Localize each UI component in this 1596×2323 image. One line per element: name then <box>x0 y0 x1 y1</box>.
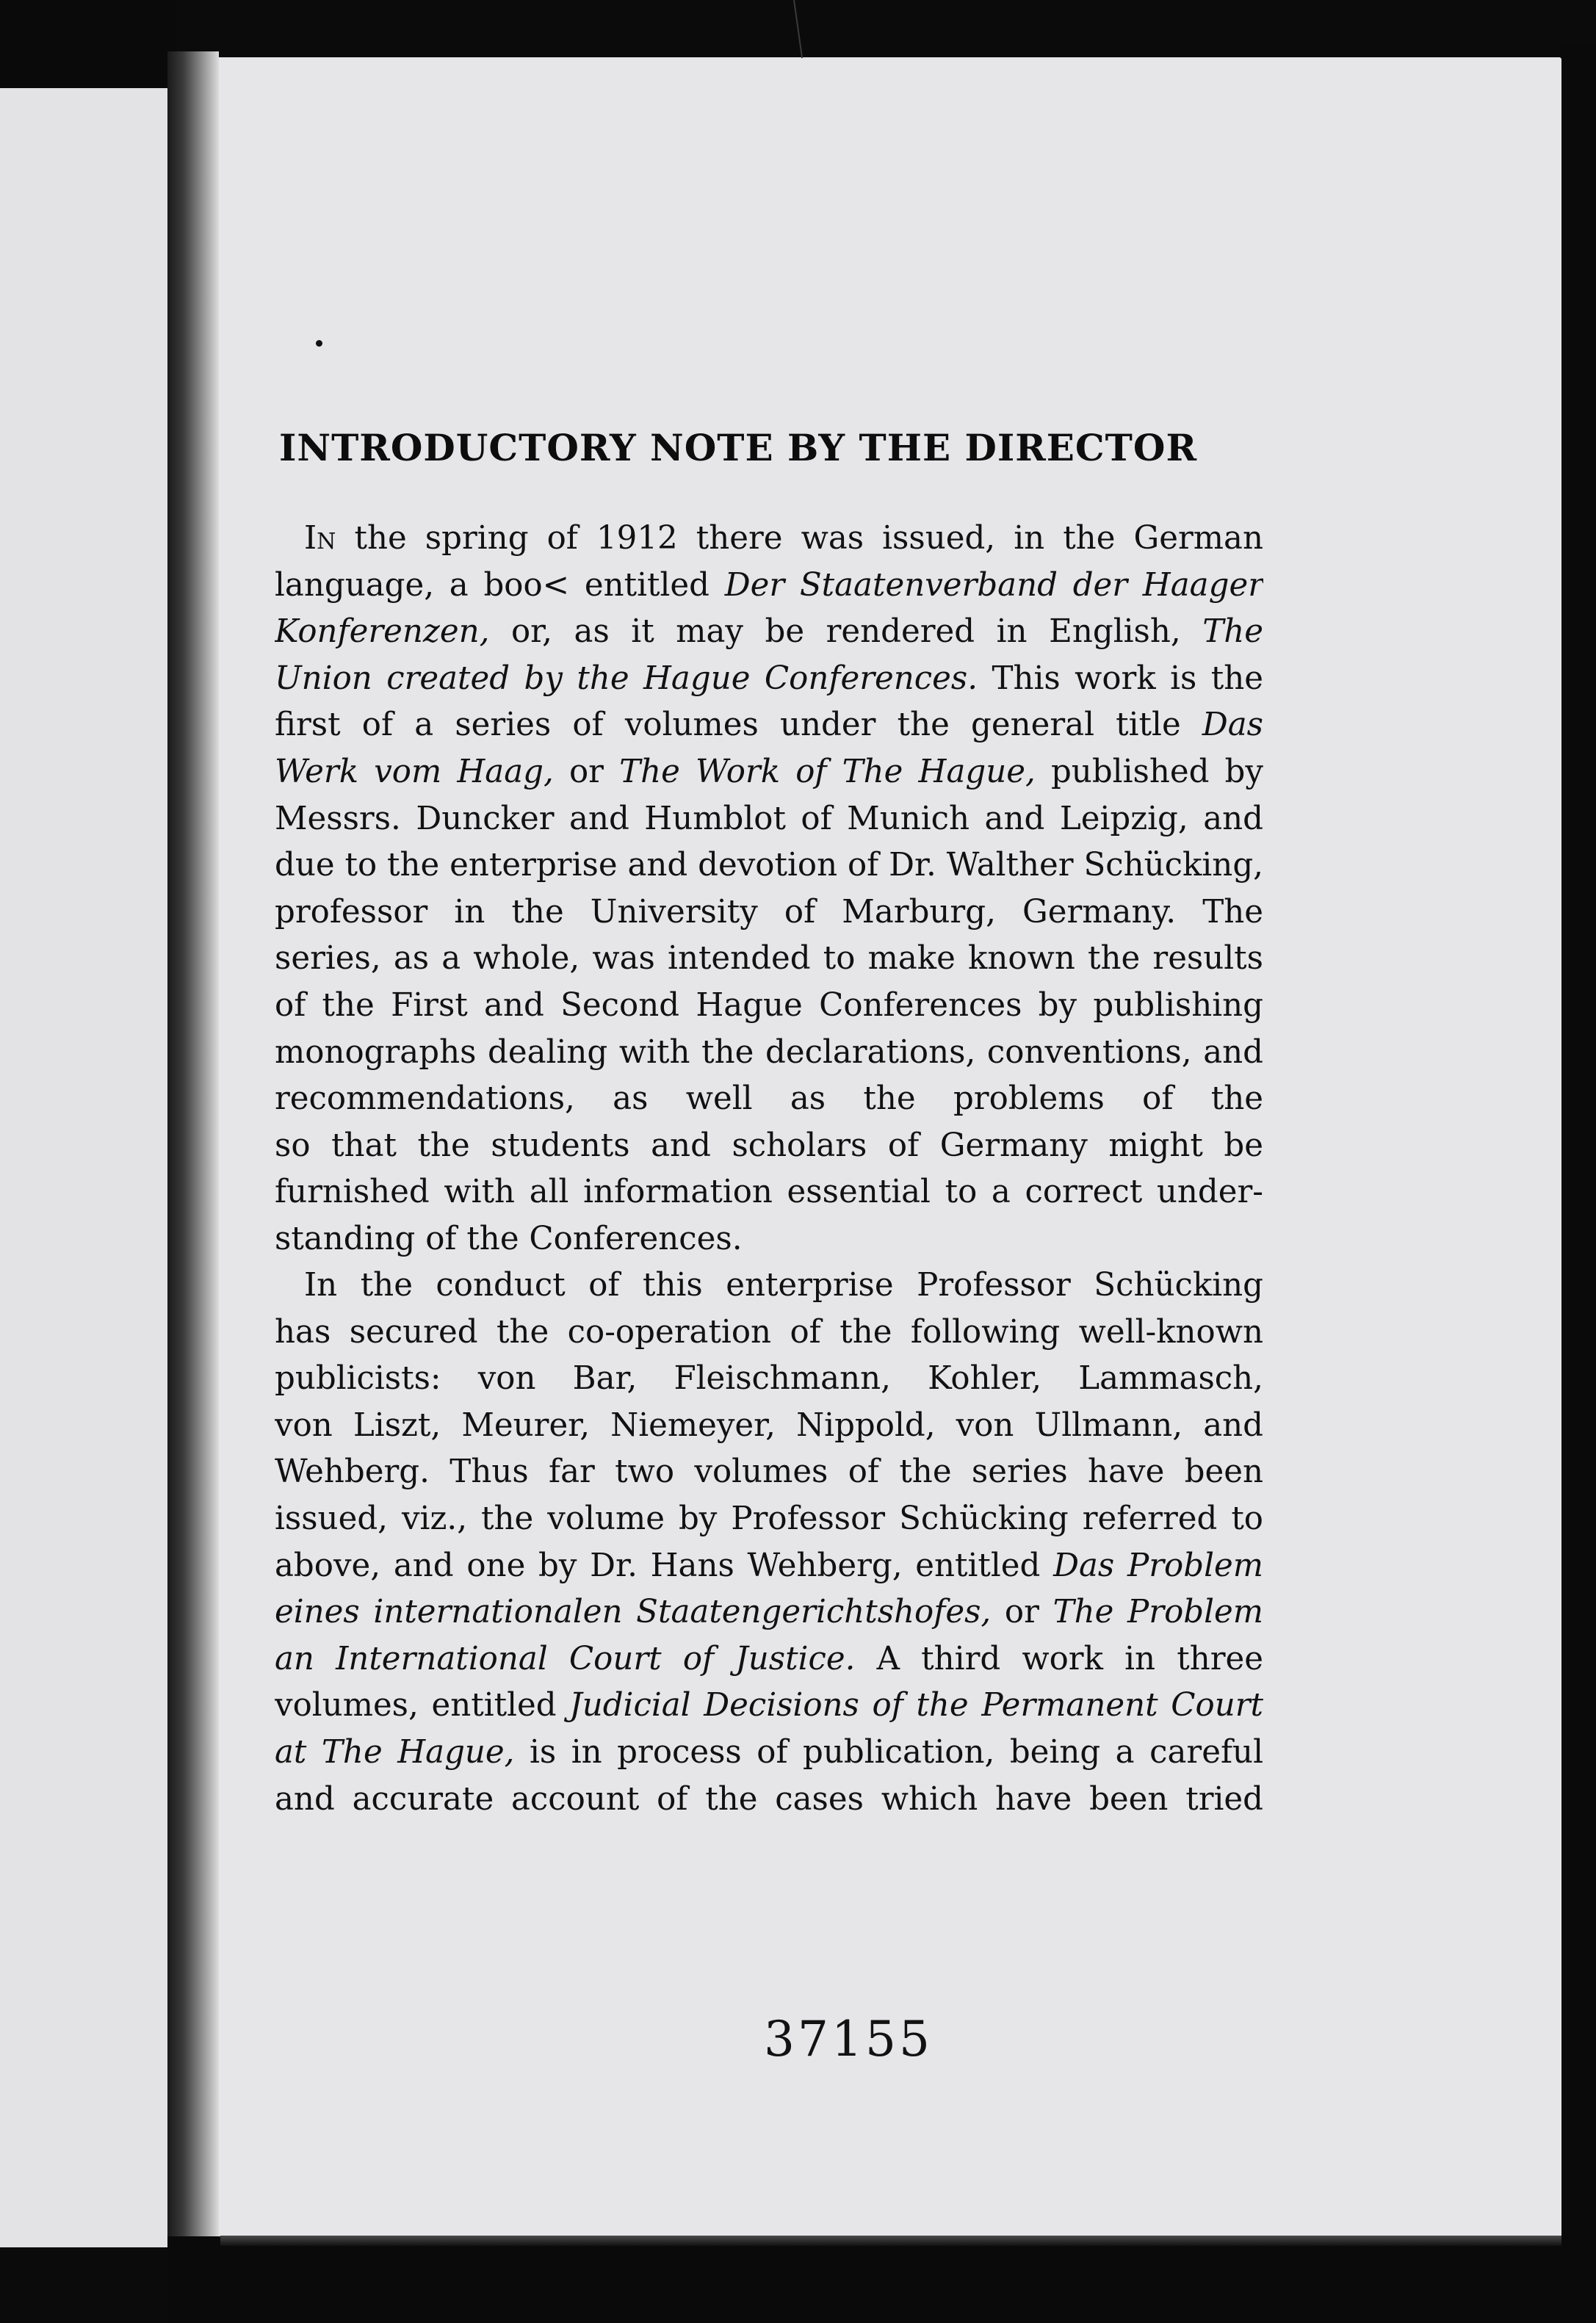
page-heading: INTRODUCTORY NOTE BY THE DIRECTOR <box>279 426 1197 469</box>
text-line: Messrs. Duncker and Humblot of Munich and Leipzig, and <box>275 800 1263 837</box>
text-line: of the First and Second Hague Conferences by publishing <box>275 986 1263 1024</box>
text-line: In the conduct of this enterprise Professor Schücking <box>304 1267 1263 1304</box>
text-line: Werk vom Haag, or The Work of The Hague, published by <box>275 753 1263 790</box>
text-line: due to the enterprise and devotion of Dr. Walther Schücking, <box>275 847 1263 884</box>
text-line: above, and one by Dr. Hans Wehberg, entitled Das Problem <box>275 1547 1263 1584</box>
page-bottom-edge-shadow <box>220 2236 1561 2246</box>
text-line: first of a series of volumes under the general title Das <box>275 707 1263 744</box>
paragraph-2 <box>275 1262 1263 1823</box>
ink-speck <box>316 340 322 347</box>
text-line: at The Hague, is in process of publication, being a careful <box>275 1733 1263 1771</box>
text-line: an International Court of Justice. A third work in three <box>275 1640 1263 1677</box>
text-line: standing of the Conferences. <box>275 1220 743 1257</box>
text-line: has secured the co-operation of the following well-known <box>275 1313 1263 1351</box>
text-line: so that the students and scholars of Germany might be <box>275 1127 1263 1164</box>
text-line: and accurate account of the cases which have been tried <box>275 1780 1263 1818</box>
text-line: volumes, entitled Judicial Decisions of the Permanent Court <box>275 1687 1263 1724</box>
scan-border-top-left <box>0 0 176 88</box>
text-line: furnished with all information essential to a correct under- <box>275 1174 1263 1211</box>
scan-border-right <box>1561 44 1596 2247</box>
text-line: professor in the University of Marburg, Germany. The <box>275 893 1263 931</box>
text-line: monographs dealing with the declarations, conventions, and <box>275 1033 1263 1071</box>
text-line: Konferenzen, or, as it may be rendered in English, The <box>275 613 1263 651</box>
text-line: Wehberg. Thus far two volumes of the series have been <box>275 1453 1263 1491</box>
scan-artifact-line <box>793 0 803 58</box>
paragraph-1 <box>275 516 1263 1263</box>
page-number: 37155 <box>764 2011 933 2067</box>
scan-border-bottom <box>167 2236 1596 2323</box>
text-line: von Liszt, Meurer, Niemeyer, Nippold, von Ullmann, and <box>275 1406 1263 1444</box>
text-line: publicists: von Bar, Fleischmann, Kohler, Lammasch, <box>275 1360 1263 1398</box>
text-line: series, as a whole, was intended to make known the results <box>275 940 1263 978</box>
text-line: recommendations, as well as the problems of the <box>275 1080 1263 1118</box>
text-line: In the spring of 1912 there was issued, in the German <box>304 520 1263 557</box>
page-binding-edge <box>167 51 219 2247</box>
text-line: language, a boo< entitled Der Staatenverband der Haager <box>275 566 1263 604</box>
text-line: issued, viz., the volume by Professor Schücking referred to <box>275 1500 1263 1537</box>
scan-left-margin <box>0 88 167 2247</box>
text-line: Union created by the Hague Conferences. This work is the <box>275 660 1263 697</box>
text-line: eines internationalen Staatengerichtshofes, or The Problem <box>275 1594 1263 1631</box>
